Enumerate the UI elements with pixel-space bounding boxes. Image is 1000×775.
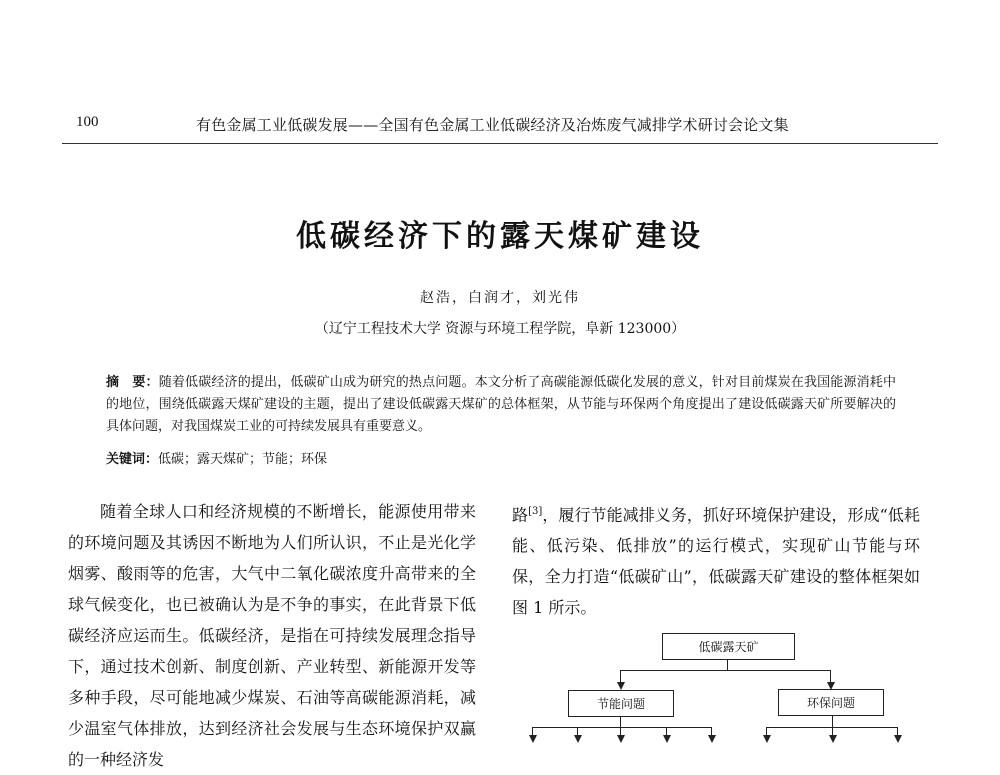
connector	[766, 727, 767, 735]
text-run: ，履行节能减排义务，抓好环境保护建设，形成“低耗能、低污染、低排放”的运行模式，实现矿山节能与环保，全力打造“低碳矿山”，低碳露天矿建设的整体框架如图 1 所示。	[512, 505, 920, 618]
connector	[620, 717, 621, 727]
abstract	[106, 372, 896, 438]
header-rule	[62, 143, 938, 144]
connector	[766, 727, 898, 728]
arrow-down-icon	[827, 682, 835, 690]
diagram-root-box: 低碳露天矿	[662, 633, 795, 660]
connector	[711, 727, 712, 735]
connector	[727, 660, 728, 671]
connector	[832, 716, 833, 727]
body-paragraph	[512, 496, 920, 623]
body-left-column	[68, 496, 476, 775]
connector	[897, 727, 898, 735]
diagram-environment-box: 环保问题	[778, 689, 884, 716]
connector	[620, 727, 621, 735]
article-affiliation: （辽宁工程技术大学 资源与环境工程学院，阜新 123000）	[314, 321, 686, 337]
abstract-label: 摘 要：	[106, 375, 159, 390]
connector	[620, 670, 831, 671]
text-run: 路	[512, 505, 529, 525]
connector	[620, 670, 621, 682]
connector	[532, 727, 533, 735]
article-title: 低碳经济下的露天煤矿建设	[296, 219, 704, 254]
running-header: 有色金属工业低碳发展——全国有色金属工业低碳经济及冶炼废气减排学术研讨会论文集	[196, 116, 789, 134]
diagram-energy-box: 节能问题	[568, 690, 674, 717]
arrow-down-icon	[617, 682, 625, 690]
citation-ref[interactable]: [3]	[528, 506, 543, 517]
connector	[830, 670, 831, 682]
article-authors: 赵浩，白润才，刘光伟	[420, 290, 580, 306]
keywords-text: 低碳；露天煤矿；节能；环保	[158, 452, 328, 467]
connector	[532, 727, 712, 728]
page-number: 100	[76, 114, 99, 130]
connector	[666, 727, 667, 735]
body-right-column	[512, 496, 920, 623]
abstract-text: 随着低碳经济的提出，低碳矿山成为研究的热点问题。本文分析了高碳能源低碳化发展的意义，针对目前煤炭在我国能源消耗中的地位，围绕低碳露天煤矿建设的主题，提出了建设低碳露天煤矿的总体框架，从节能与环保两个角度提出了建设低碳露天矿所要解决的具体问题，对我国煤炭工业的可持续发展具有重要意义。	[106, 375, 896, 434]
keywords-label: 关键词：	[106, 452, 159, 467]
connector	[832, 727, 833, 735]
connector	[577, 727, 578, 735]
keywords	[106, 448, 327, 467]
body-paragraph: 随着全球人口和经济规模的不断增长，能源使用带来的环境问题及其诱因不断地为人们所认识，不止是光化学烟雾、酸雨等的危害，大气中二氧化碳浓度升高带来的全球气候变化，也已被确认为是不争的事实，在此背景下低碳经济应运而生。低碳经济，是指在可持续发展理念指导下，通过技术创新、制度创新、产业转型、新能源开发等多种手段，尽可能地减少煤炭、石油等高碳能源消耗，减少温室气体排放，达到经济社会发展与生态环境保护双赢的一种经济发	[68, 502, 476, 769]
